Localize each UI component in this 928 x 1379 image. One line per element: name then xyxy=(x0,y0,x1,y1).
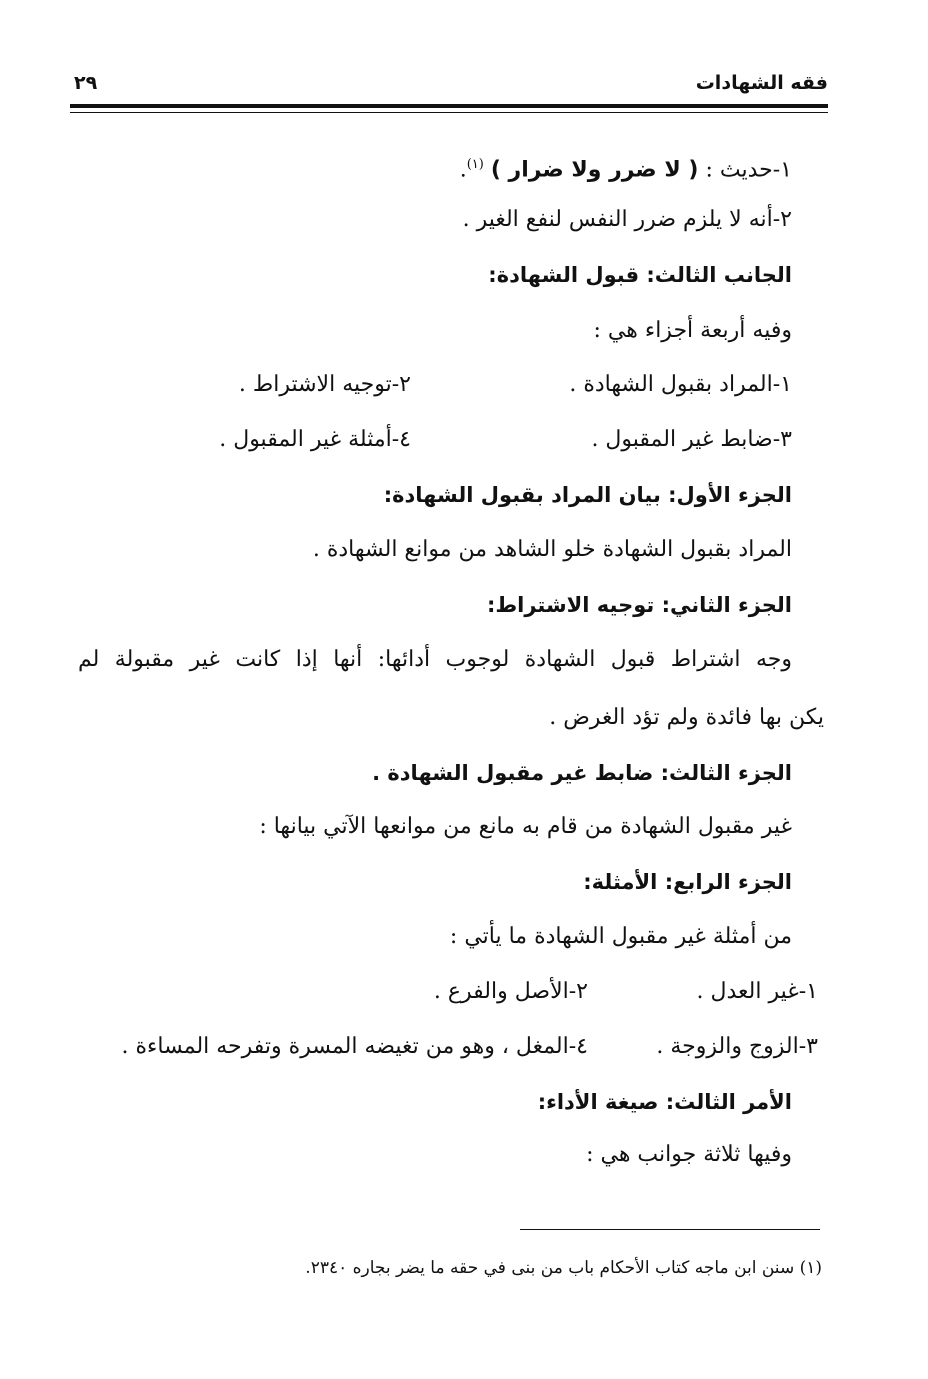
example-item: ١-غير العدل . xyxy=(696,979,818,1004)
example-item: ٤-المغل ، وهو من تغيضه المسرة وتفرحه المساءة . xyxy=(121,1034,588,1059)
header-rule-thick xyxy=(70,104,828,108)
part2-text-line: يكن بها فائدة ولم تؤد الغرض . xyxy=(549,705,824,730)
footnote-ref: (١) xyxy=(466,157,484,172)
page-number: ٢٩ xyxy=(74,72,98,94)
page-header xyxy=(70,72,828,100)
parts-intro: وفيه أربعة أجزاء هي : xyxy=(593,318,792,343)
parts-list-item: ٤-أمثلة غير المقبول . xyxy=(219,427,411,452)
item-harm: ٢-أنه لا يلزم ضرر النفس لنفع الغير . xyxy=(462,207,792,232)
example-item: ٢-الأصل والفرع . xyxy=(433,979,588,1004)
example-item: ٣-الزوج والزوجة . xyxy=(656,1034,818,1059)
part4-intro: من أمثلة غير مقبول الشهادة ما يأتي : xyxy=(449,924,792,949)
header-rule-thin xyxy=(70,112,828,113)
part1-text: المراد بقبول الشهادة خلو الشاهد من موانع الشهادة . xyxy=(312,537,792,562)
parts-list-item: ١-المراد بقبول الشهادة . xyxy=(569,372,792,397)
parts-list-item: ٣-ضابط غير المقبول . xyxy=(591,427,792,452)
item-hadith xyxy=(460,150,792,185)
heading-acceptance: الجانب الثالث: قبول الشهادة: xyxy=(488,263,792,287)
footnote-rule xyxy=(520,1229,820,1230)
item-hadith-end: . xyxy=(459,157,467,183)
part3-heading: الجزء الثالث: ضابط غير مقبول الشهادة . xyxy=(372,761,792,785)
matter3-intro: وفيها ثلاثة جوانب هي : xyxy=(586,1142,792,1167)
part1-heading: الجزء الأول: بيان المراد بقبول الشهادة: xyxy=(383,483,792,507)
part2-text-line: وجه اشتراط قبول الشهادة لوجوب أدائها: أنها إذا كانت غير مقبولة لم xyxy=(78,647,792,672)
running-title: فقه الشهادات xyxy=(695,72,828,94)
part4-heading: الجزء الرابع: الأمثلة: xyxy=(583,870,792,894)
item-hadith-prefix: ١-حديث : xyxy=(698,157,792,183)
part3-text: غير مقبول الشهادة من قام به مانع من موانعها الآتي بيانها : xyxy=(259,814,792,839)
hadith-quote: ( لا ضرر ولا ضرار ) xyxy=(490,157,699,183)
matter3-heading: الأمر الثالث: صيغة الأداء: xyxy=(537,1090,792,1114)
part2-heading: الجزء الثاني: توجيه الاشتراط: xyxy=(486,593,792,617)
parts-list-item: ٢-توجيه الاشتراط . xyxy=(238,372,411,397)
footnote: (١) سنن ابن ماجه كتاب الأحكام باب من بنى في حقه ما يضر بجاره ٢٣٤٠. xyxy=(305,1258,822,1278)
